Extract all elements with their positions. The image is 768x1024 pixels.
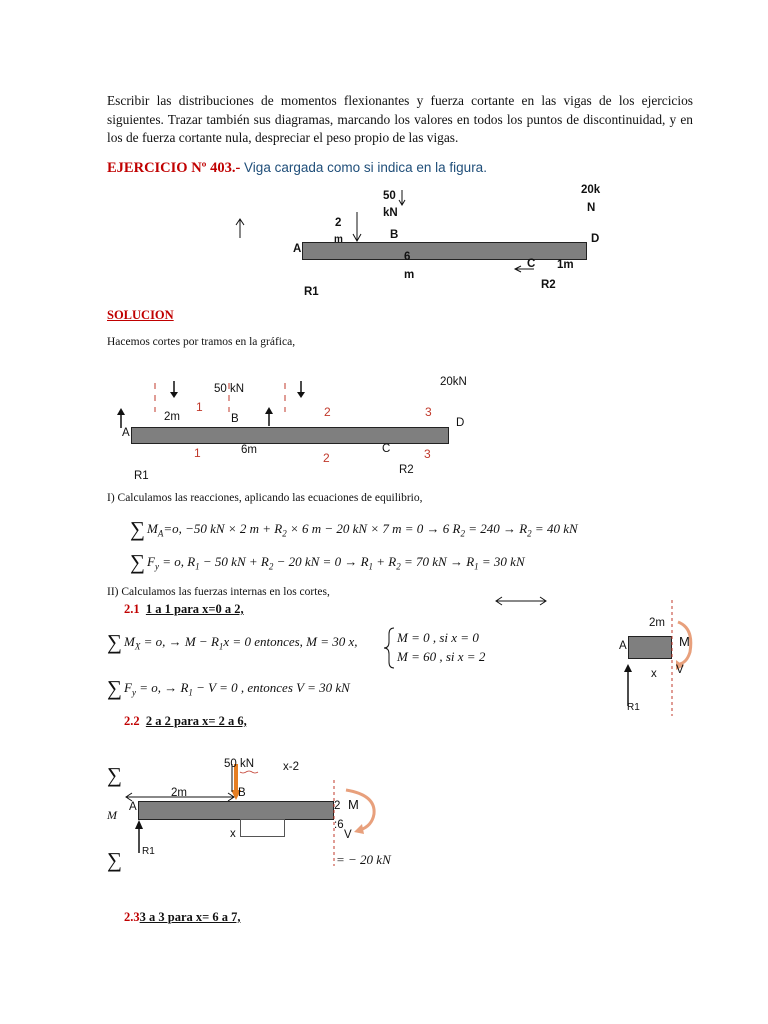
fig1-point-b: B	[390, 229, 399, 241]
fig2-cut1-bottom: 1	[194, 446, 201, 460]
fig3-moment: M	[679, 634, 690, 649]
fig1-r1: R1	[304, 286, 319, 298]
fig2-load20: 20kN	[440, 376, 467, 388]
fig4-r1: R1	[142, 846, 155, 857]
fig3-x: x	[651, 668, 657, 680]
section-2-3-heading: 2.33 a 3 para x= 6 a 7,	[124, 910, 241, 924]
fig2-point-a: A	[122, 427, 130, 439]
fig2-r2: R2	[399, 464, 414, 476]
fig4-dist: 2m	[171, 787, 187, 799]
step1-text: I) Calculamos las reacciones, aplicando las ecuaciones de equilibrio,	[107, 492, 423, 504]
fig2-cut3-bottom: 3	[424, 447, 431, 461]
exercise-number: EJERCICIO Nº 403.-	[107, 160, 241, 176]
fig3-shear: V	[676, 664, 684, 676]
fig1-load20-unit: N	[587, 202, 596, 214]
fig2-cut2-top: 2	[324, 405, 331, 419]
fig2-dist6: 6m	[241, 444, 257, 456]
equation-forces-y-1: ∑ $F_y = o$, → $R_1 - V = 0$ , entonces V = 30 kN	[107, 676, 350, 700]
fig2-cut1-top: 1	[196, 400, 203, 414]
fig4-x-minus-2: x-2	[283, 761, 299, 773]
fig2-r1: R1	[134, 470, 149, 482]
fig1-load50: 50	[383, 190, 396, 202]
equation-moment-a: ∑ $M_A=o$, −50 kN × 2 $m + R_2 \times 6$ m − 20 kN × 7 m = 0 → 6 $R_2 = 240 \to R_2 = 40$ kN	[130, 517, 578, 541]
fig2-cut2-bottom: 2	[323, 451, 330, 465]
solution-heading: SOLUCION	[107, 308, 174, 322]
fig4-point-a: A	[129, 801, 137, 813]
fig1-r2: R2	[541, 279, 556, 291]
fig3-dist: 2m	[649, 617, 665, 629]
fig4-point-b: B	[238, 787, 246, 799]
exercise-description: Viga cargada como si indica en la figura.	[240, 160, 487, 175]
fig1-dist6: 6	[404, 251, 411, 263]
fig1-dist1: 1m	[557, 259, 574, 271]
fig4-sigma-1: ∑	[107, 763, 122, 787]
fig4-shear: V	[344, 829, 352, 841]
section-2-1-heading: 2.1 1 a 1 para x=0 a 2,	[124, 602, 244, 616]
fig2-dist2: 2m	[164, 411, 180, 423]
fig1-dist6-unit: m	[404, 269, 415, 281]
fig3-r1: R1	[627, 702, 640, 713]
fig1-point-d: D	[591, 233, 600, 245]
fig1-load50-unit: kN	[383, 207, 398, 219]
equation-moment-x-1: ∑ $M_X = o$, → $M - R_1x = 0$ entonces, M = 30 x,	[107, 630, 358, 654]
equation-forces-y: ∑ $F_y = o$, $R_1 - 50$ kN + $R_2 - 20$ kN = $0 \to R_1 + R_2 = 70$ kN → $R_1 = 30$ kN	[130, 550, 525, 574]
fig2-point-c: C	[382, 443, 391, 455]
fig1-point-a: A	[293, 243, 302, 255]
fig1-dist2: 2	[335, 217, 342, 229]
fig2-point-b: B	[231, 413, 239, 425]
fig3-point-a: A	[619, 640, 627, 652]
fig2-cut3-top: 3	[425, 405, 432, 419]
section-2-2-heading: 2.2 2 a 2 para x= 2 a 6,	[124, 714, 247, 728]
fig2-point-d: D	[456, 417, 465, 429]
fig4-load: 50 kN	[224, 758, 255, 770]
fig1-load20: 20k	[581, 184, 601, 196]
fig4-cut6: :6	[334, 819, 344, 831]
fig4-x: x	[230, 828, 236, 840]
step2-text: II) Calculamos las fuerzas internas en los cortes,	[107, 586, 330, 598]
fig4-cut: 2	[334, 800, 341, 812]
intro-paragraph: Escribir las distribuciones de momentos flexionantes y fuerza cortante en las vigas de los ejercicios siguientes. Trazar también sus diagramas, marcando los valores en todos los puntos de discontinuidad, y en los de fuerza cortante nula, despreciar el peso propio de las vigas.	[107, 93, 693, 145]
fig2-load50: 50 kN	[214, 383, 245, 395]
fig1-dist2-unit: m	[334, 234, 343, 245]
fig4-sigma-2: ∑	[107, 848, 122, 872]
fig4-m-letter: M	[107, 808, 117, 822]
cuts-text: Hacemos cortes por tramos en la gráfica,	[107, 336, 296, 348]
fig1-point-c: C	[527, 258, 536, 270]
equation-case-2: M = 60 , si x = 2	[397, 649, 486, 664]
equation-case-1: M = 0 , si x = 0	[397, 630, 479, 645]
fig4-moment: M	[348, 797, 359, 812]
fig4-result: = − 20 kN	[336, 852, 391, 867]
